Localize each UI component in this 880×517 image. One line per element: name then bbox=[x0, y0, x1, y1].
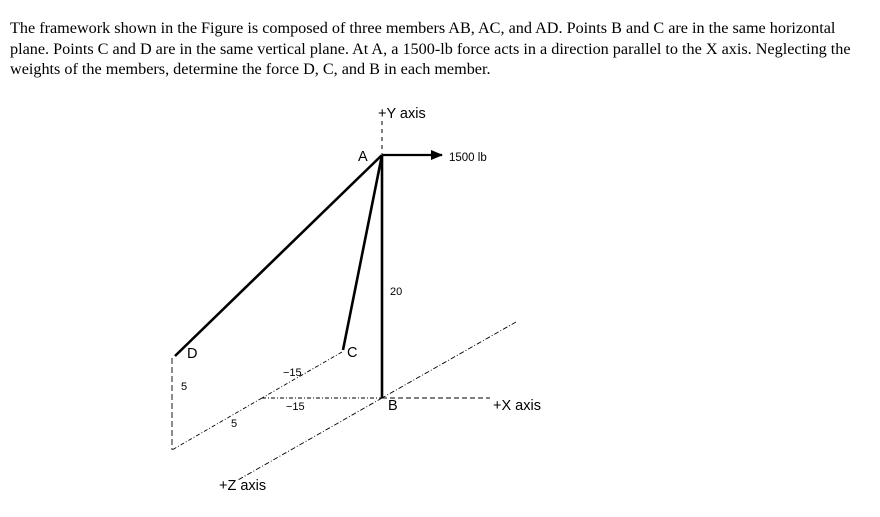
x-offset-label: −15 bbox=[286, 401, 305, 413]
point-d-label: D bbox=[187, 346, 198, 362]
d-height-label: 5 bbox=[181, 381, 188, 393]
height-ab-label: 20 bbox=[390, 286, 403, 298]
z-axis-line bbox=[238, 398, 382, 480]
point-c-label: C bbox=[347, 345, 358, 361]
point-a-label: A bbox=[358, 149, 368, 165]
c-offset-label: −15 bbox=[283, 367, 302, 379]
x-axis-label: +X axis bbox=[493, 398, 541, 414]
z-axis-label: +Z axis bbox=[219, 478, 267, 494]
problem-statement: The framework shown in the Figure is composed of three members AB, AC, and AD. Points B and C are in the same horizontal plane. Points C and D are in the same vertical plane. At A, a 1500-lb force acts in a direction parallel to the X axis. Neglecting the weights of the members, determine the force D, C, and B in each member. bbox=[10, 19, 851, 78]
z-offset-label: 5 bbox=[231, 418, 238, 430]
d-base-line bbox=[172, 398, 262, 450]
force-label: 1500 lb bbox=[449, 152, 487, 164]
c-base-line bbox=[262, 352, 342, 398]
member-ad bbox=[175, 155, 382, 356]
y-axis-label: +Y axis bbox=[378, 106, 426, 122]
member-ac bbox=[343, 155, 382, 350]
point-b-label: B bbox=[388, 398, 398, 414]
z-parallel-line-b bbox=[382, 322, 516, 398]
